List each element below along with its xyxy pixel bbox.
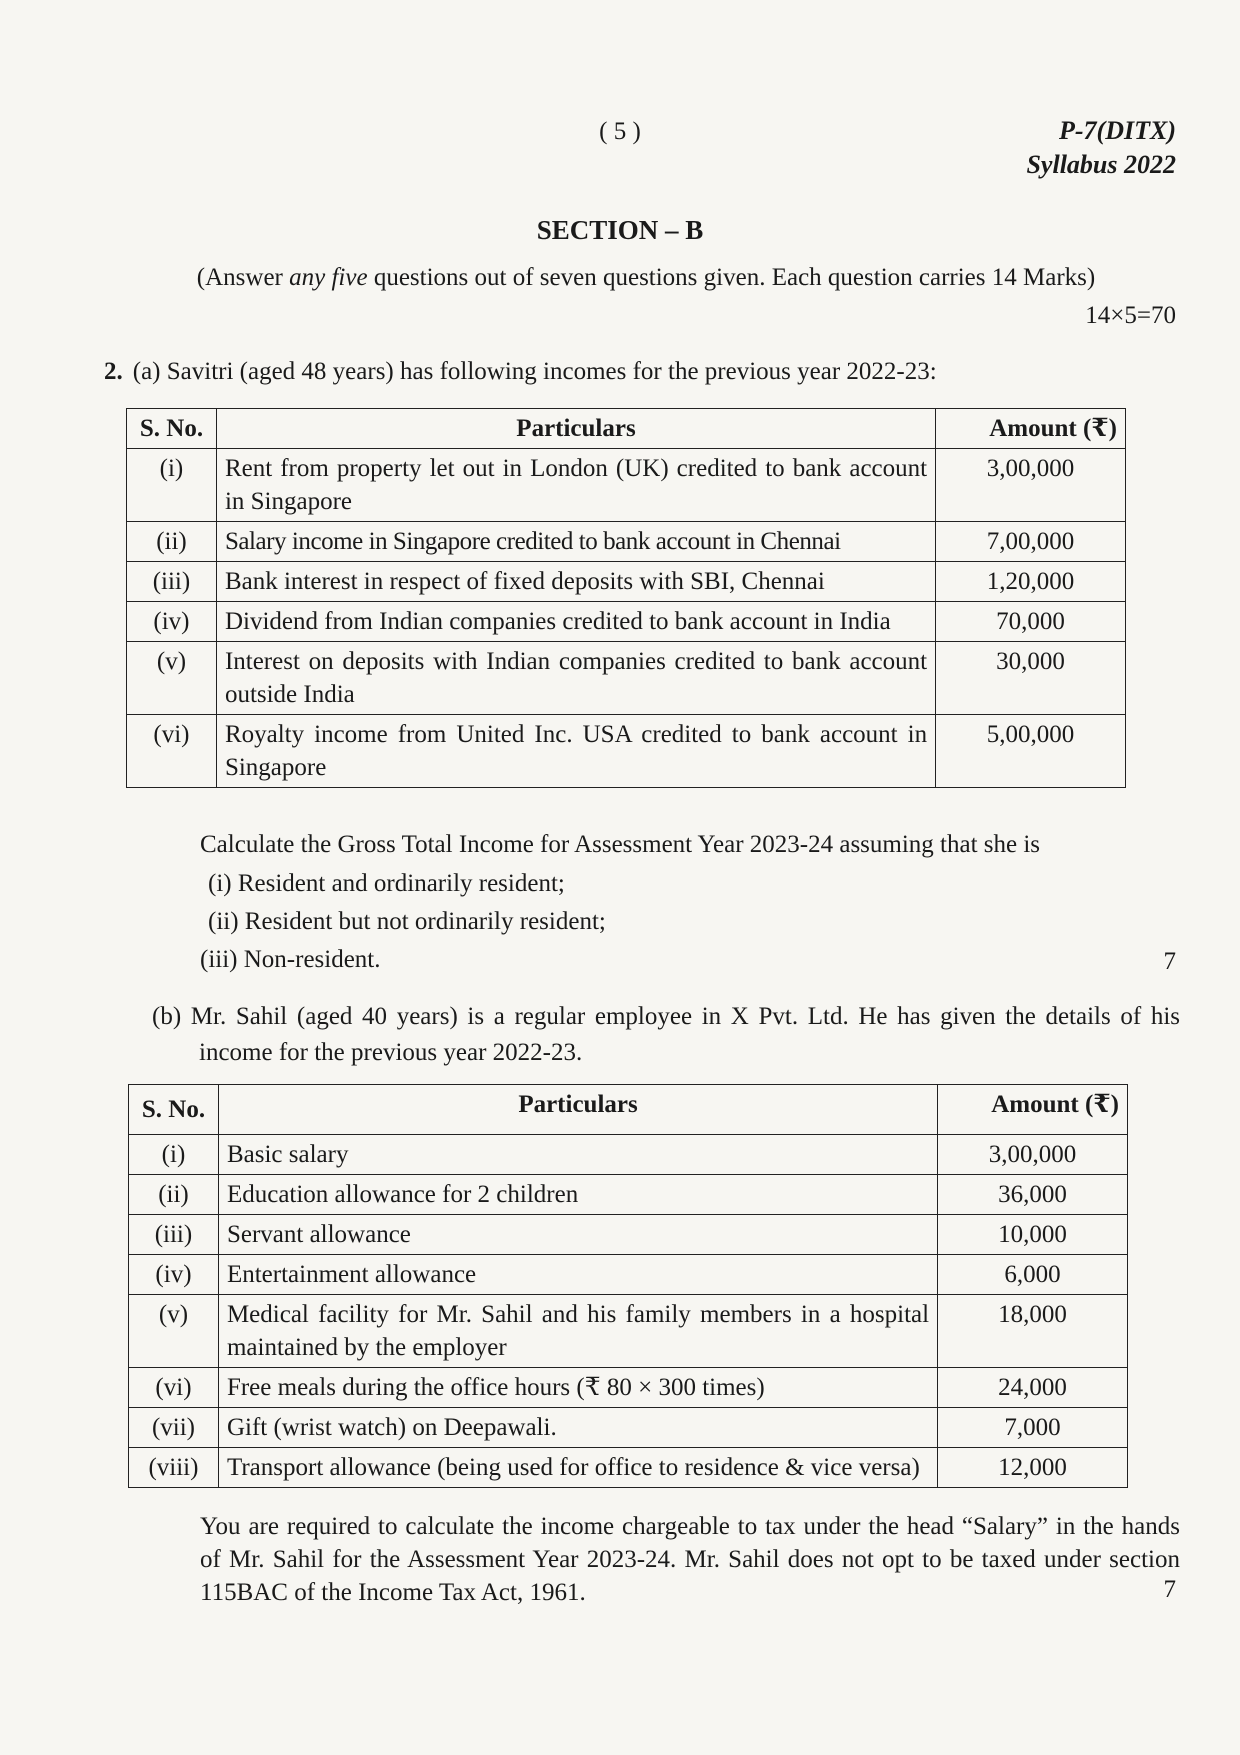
row-particulars: Interest on deposits with Indian companies credited to bank account outside India [216, 642, 935, 715]
table-row [127, 715, 1126, 788]
row-sno: (vi) [129, 1368, 219, 1408]
row-sno: (ii) [127, 522, 217, 562]
table-row [129, 1215, 1128, 1255]
row-particulars: Medical facility for Mr. Sahil and his family members in a hospital maintained by the employer [218, 1295, 937, 1368]
part-b-intro [152, 999, 1180, 1071]
sahil-income-table [128, 1084, 1128, 1488]
marks-part-b: 7 [1163, 1576, 1176, 1603]
row-particulars: Gift (wrist watch) on Deepawali. [218, 1408, 937, 1448]
col-particulars: Particulars [216, 409, 935, 449]
table-row [127, 522, 1126, 562]
row-sno: (iv) [129, 1255, 219, 1295]
row-amount: 70,000 [936, 602, 1126, 642]
row-particulars: Education allowance for 2 children [218, 1175, 937, 1215]
row-amount: 1,20,000 [936, 562, 1126, 602]
table-header-row [127, 409, 1126, 449]
row-amount: 30,000 [936, 642, 1126, 715]
row-particulars: Royalty income from United Inc. USA credited to bank account in Singapore [216, 715, 935, 788]
table-row [129, 1448, 1128, 1488]
table-row [127, 449, 1126, 522]
syllabus-label: Syllabus 2022 [1026, 150, 1176, 179]
table-row [127, 602, 1126, 642]
row-particulars: Servant allowance [218, 1215, 937, 1255]
col-amount: Amount (₹) [938, 1085, 1128, 1135]
marks-part-a: 7 [1163, 948, 1176, 975]
part-b-intro-text: Mr. Sahil (aged 40 years) is a regular employee in X Pvt. Ltd. He has given the details of his income for the previous year 2022-23. [190, 1003, 1180, 1066]
row-sno: (iii) [127, 562, 217, 602]
calculation-prompt: Calculate the Gross Total Income for Assessment Year 2023-24 assuming that she is [200, 831, 1041, 858]
row-sno: (vii) [129, 1408, 219, 1448]
table-header-row [129, 1085, 1128, 1135]
paper-code: P-7(DITX) [1059, 116, 1176, 145]
row-sno: (viii) [129, 1448, 219, 1488]
row-particulars: Entertainment allowance [218, 1255, 937, 1295]
row-particulars: Dividend from Indian companies credited to bank account in India [216, 602, 935, 642]
section-instruction [116, 264, 1176, 292]
col-sno: S. No. [129, 1085, 219, 1135]
row-particulars: Rent from property let out in London (UK) credited to bank account in Singapore [216, 449, 935, 522]
part-b-requirement: You are required to calculate the income chargeable to tax under the head “Salary” in the hands of Mr. Sahil for the Assessment Year 2023-24. Mr. Sahil does not opt to be taxed under section 115BAC of the Income Tax Act, 1961. [200, 1513, 1180, 1606]
row-particulars: Salary income in Singapore credited to bank account in Chennai [216, 522, 935, 562]
row-amount: 36,000 [938, 1175, 1128, 1215]
instruction-text-2: questions out of seven questions given. Each question carries 14 Marks) [367, 264, 1096, 291]
option-3: (iii) Non-resident. [200, 946, 381, 973]
row-sno: (ii) [129, 1175, 219, 1215]
col-particulars: Particulars [218, 1085, 937, 1135]
row-amount: 7,00,000 [936, 522, 1126, 562]
row-amount: 18,000 [938, 1295, 1128, 1368]
row-amount: 3,00,000 [936, 449, 1126, 522]
row-amount: 24,000 [938, 1368, 1128, 1408]
row-sno: (i) [129, 1135, 219, 1175]
row-amount: 6,000 [938, 1255, 1128, 1295]
row-amount: 7,000 [938, 1408, 1128, 1448]
page-number: ( 5 ) [599, 118, 641, 145]
question-2-intro [104, 358, 937, 386]
row-sno: (iv) [127, 602, 217, 642]
row-particulars: Transport allowance (being used for office to residence & vice versa) [218, 1448, 937, 1488]
part-a-intro: (a) Savitri (aged 48 years) has following incomes for the previous year 2022-23: [132, 358, 937, 385]
row-amount: 12,000 [938, 1448, 1128, 1488]
row-sno: (iii) [129, 1215, 219, 1255]
row-sno: (i) [127, 449, 217, 522]
section-title: SECTION – B [536, 215, 704, 245]
row-amount: 10,000 [938, 1215, 1128, 1255]
col-sno: S. No. [127, 409, 217, 449]
row-amount: 3,00,000 [938, 1135, 1128, 1175]
table-row [129, 1175, 1128, 1215]
question-number: 2. [104, 358, 123, 385]
option-2: (ii) Resident but not ordinarily resident; [208, 908, 606, 935]
row-particulars: Bank interest in respect of fixed deposits with SBI, Chennai [216, 562, 935, 602]
row-amount: 5,00,000 [936, 715, 1126, 788]
row-particulars: Basic salary [218, 1135, 937, 1175]
option-1: (i) Resident and ordinarily resident; [208, 870, 565, 897]
table-row [129, 1135, 1128, 1175]
part-b-label: (b) [152, 1003, 182, 1030]
paper-header [1026, 114, 1176, 182]
instruction-text-1: (Answer [196, 264, 290, 291]
total-marks: 14×5=70 [1085, 302, 1176, 329]
table-row [129, 1295, 1128, 1368]
row-sno: (v) [127, 642, 217, 715]
table-row [127, 642, 1126, 715]
table-row [127, 562, 1126, 602]
row-sno: (vi) [127, 715, 217, 788]
instruction-emphasis: any five [289, 264, 368, 291]
table-row [129, 1255, 1128, 1295]
col-amount: Amount (₹) [936, 409, 1126, 449]
row-sno: (v) [129, 1295, 219, 1368]
savitri-income-table [126, 408, 1126, 788]
table-row [129, 1368, 1128, 1408]
row-particulars: Free meals during the office hours (₹ 80 × 300 times) [218, 1368, 937, 1408]
table-row [129, 1408, 1128, 1448]
